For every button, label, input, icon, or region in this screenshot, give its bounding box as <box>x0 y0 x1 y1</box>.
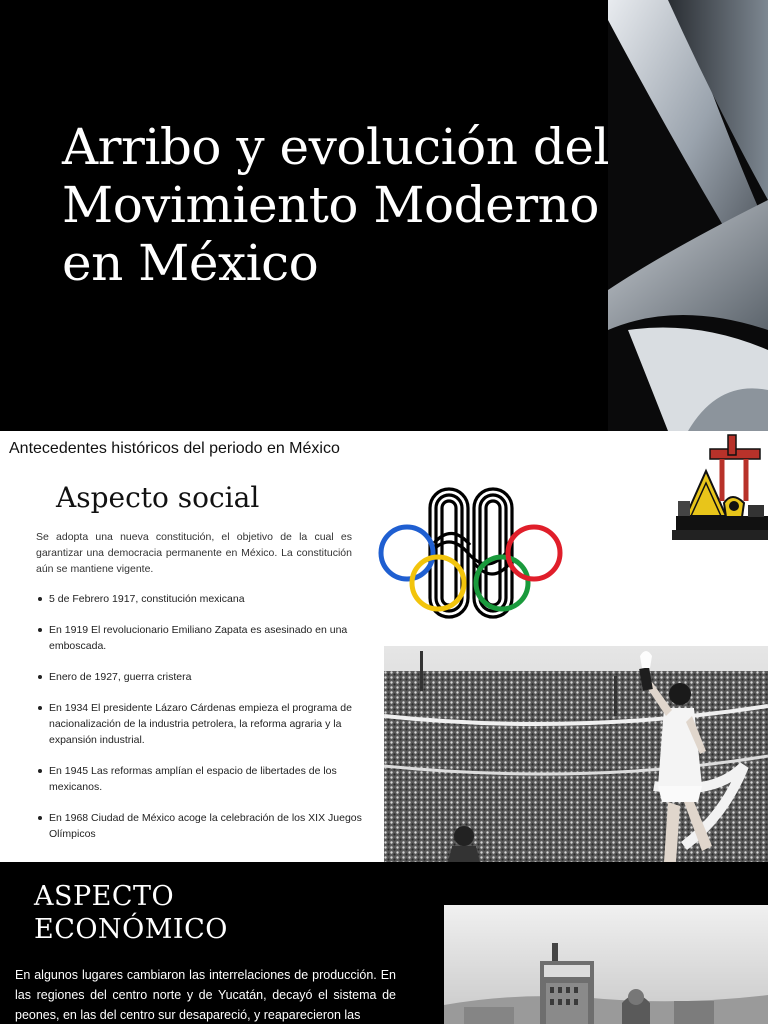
section-caption: Antecedentes históricos del periodo en México <box>9 440 340 457</box>
hero-title-line-1: Arribo y evolución del <box>62 118 609 176</box>
event-text: 5 de Febrero 1917, constitución mexicana <box>49 593 245 605</box>
bullet-icon <box>38 816 42 820</box>
bullet-icon <box>38 628 42 632</box>
economy-heading-line-1: ASPECTO <box>34 881 175 912</box>
social-heading: Aspecto social <box>56 481 260 514</box>
event-text: En 1934 El presidente Lázaro Cárdenas empieza el programa de nacionalización de la industria petrolera, la reforma agraria y la expansión industrial. <box>49 702 352 746</box>
economy-section <box>0 862 768 1024</box>
hero-title <box>62 118 682 292</box>
hero-section <box>0 0 768 431</box>
blue-ring-icon <box>381 527 433 579</box>
event-text: En 1945 Las reformas amplían el espacio de libertades de los mexicanos. <box>49 765 337 793</box>
list-item <box>36 810 366 842</box>
red-ring-icon <box>508 527 560 579</box>
economy-text: En algunos lugares cambiaron las interrelaciones de producción. En las regiones del centro norte y de Yucatán, decayó el sistema de peones, en las del centro sur desapareció, y reaparecieron las <box>15 968 396 1022</box>
event-text: En 1919 El revolucionario Emiliano Zapata es asesinado en una emboscada. <box>49 624 348 652</box>
bullet-icon <box>38 675 42 679</box>
bullet-icon <box>38 706 42 710</box>
events-list <box>36 591 366 857</box>
event-text: Enero de 1927, guerra cristera <box>49 671 192 683</box>
olympic-logo-image <box>374 483 566 623</box>
list-item <box>36 700 366 748</box>
social-section <box>0 431 768 862</box>
hero-title-line-3: en México <box>62 234 319 292</box>
list-item <box>36 763 366 795</box>
bullet-icon <box>38 597 42 601</box>
hero-title-line-2: Movimiento Moderno <box>62 176 599 234</box>
oil-rig-image <box>666 431 768 545</box>
city-skyline-photo <box>444 905 768 1024</box>
economy-heading-line-2: ECONÓMICO <box>34 914 228 945</box>
social-intro: Se adopta una nueva constitución, el objetivo de la cual es garantizar una democracia permanente en México. La constitución aún se mantiene vigente. <box>36 531 352 575</box>
bullet-icon <box>38 769 42 773</box>
green-ring-icon <box>476 557 528 609</box>
event-text: En 1968 Ciudad de México acoge la celebración de los XIX Juegos Olímpicos <box>49 812 362 840</box>
list-item <box>36 622 366 654</box>
list-item <box>36 591 366 607</box>
list-item <box>36 669 366 685</box>
economy-heading <box>34 880 228 946</box>
stadium-torch-photo <box>384 646 768 862</box>
